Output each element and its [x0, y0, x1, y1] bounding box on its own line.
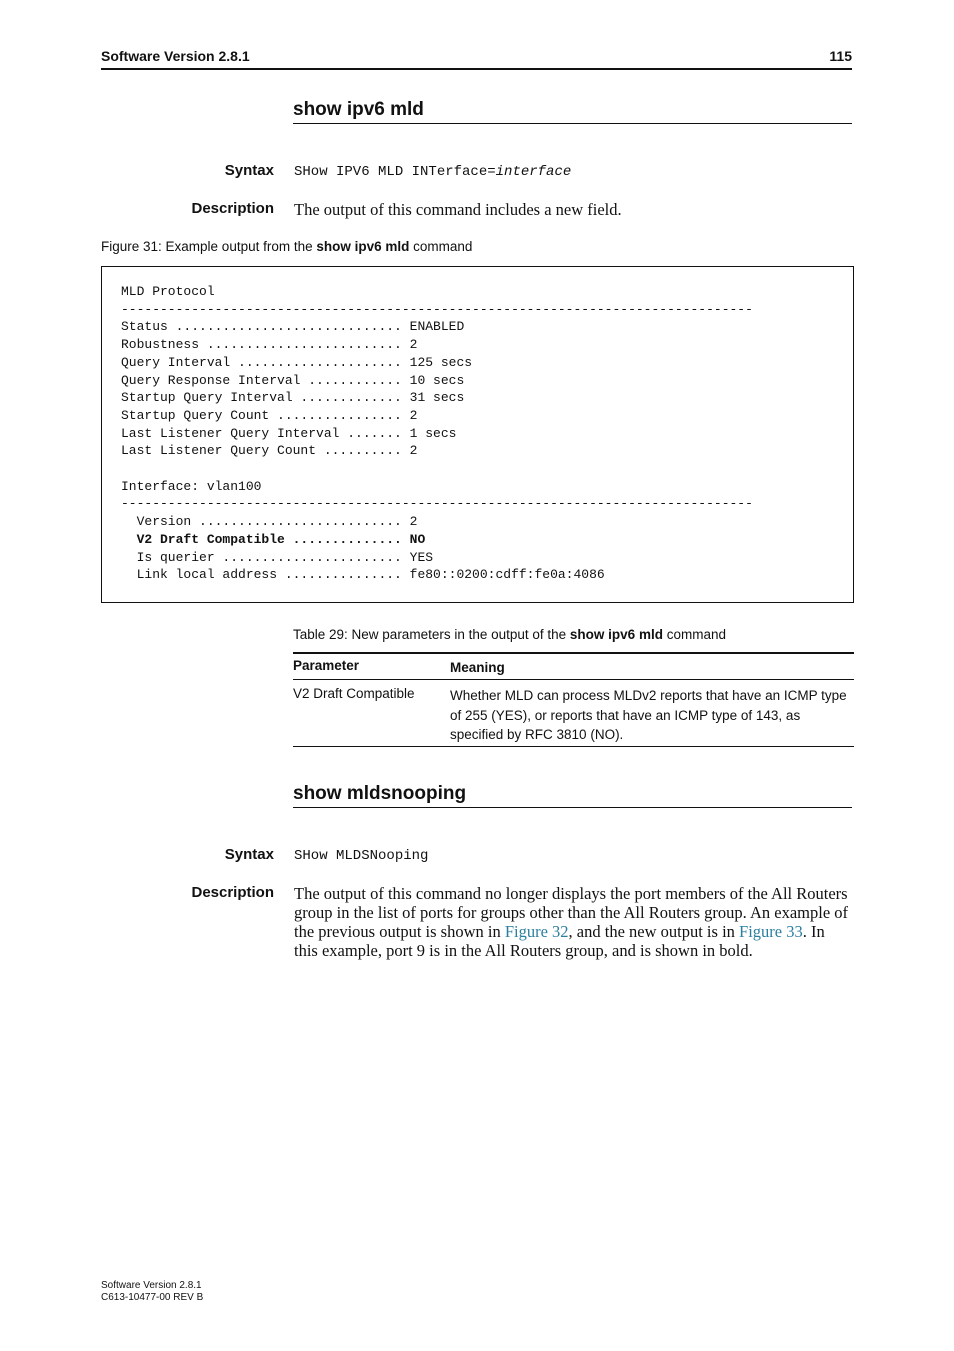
page-footer — [101, 1280, 203, 1304]
desc-part-3: . In this example, port 9 is in the All Routers group, and is shown in bold. — [294, 922, 825, 960]
table-caption-command: show ipv6 mld — [569, 627, 663, 642]
cell-parameter: V2 Draft Compatible — [293, 686, 415, 701]
cell-meaning — [450, 686, 850, 745]
header-meaning: Meaning — [450, 660, 505, 675]
cell-meaning-line: specified by RFC 3810 (NO). — [450, 727, 624, 742]
header-parameter: Parameter — [293, 658, 360, 673]
syntax-label: Syntax — [224, 162, 274, 179]
code-output-box — [101, 266, 854, 603]
syntax-command — [294, 164, 571, 180]
footer-version: Software Version 2.8.1 — [101, 1280, 202, 1291]
table-caption — [293, 627, 726, 642]
syntax-command-2: SHow MLDSNooping — [294, 848, 429, 864]
desc-part-2: , and the new output is in — [568, 922, 740, 941]
code-lines-top: MLD Protocol --------------------------------------------------------------------------------- Status ............................. ENABLED Robustness ......................... 2 Query Interval ..................... 125 secs Query Response Interval ............ 10 secs Startup Query Interval ............. 31 secs Startup Query Count ................ 2 Last Listener Query Interval ....... 1 secs Last Listener Query Count .......... 2 Interface: vlan100 --------------------------------------------------------------------------------- Version .......................... 2 — [121, 284, 753, 530]
code-lines-bottom: Is querier ....................... YES Link local address ............... fe80::0200:cdff:fe0a:4086 — [136, 549, 605, 583]
code-output — [121, 283, 753, 584]
page-header — [101, 48, 852, 70]
description-text-2 — [294, 884, 852, 960]
description-label: Description — [191, 200, 274, 217]
figure-caption-suffix: command — [409, 239, 473, 254]
table-header-row — [293, 654, 854, 680]
cell-meaning-line: of 255 (YES), or reports that have an ICMP type of 143, as — [450, 707, 801, 723]
footer-doc-id: C613-10477-00 REV B — [101, 1292, 204, 1303]
code-line-bold: V2 Draft Compatible .............. NO — [121, 531, 426, 547]
table-row — [293, 680, 854, 746]
syntax-argument: interface — [495, 164, 572, 180]
table-caption-prefix: Table 29: New parameters in the output of the — [293, 627, 570, 642]
link-figure-32[interactable]: Figure 32 — [504, 922, 569, 941]
syntax-label-2: Syntax — [224, 846, 274, 863]
figure-caption-command: show ipv6 mld — [316, 239, 410, 254]
header-version: Software Version 2.8.1 — [101, 48, 250, 64]
link-figure-33[interactable]: Figure 33 — [739, 922, 803, 941]
desc-part-1: The output of this command no longer displays the port members of the All Routers group in the list of ports for groups other than the All Routers group. An example of the previous output is shown in — [294, 884, 849, 941]
section-title-show-mldsnooping: show mldsnooping — [293, 783, 852, 808]
figure-caption-prefix: Figure 31: Example output from the — [101, 239, 317, 254]
table-caption-suffix: command — [662, 627, 726, 642]
cell-meaning-line: Whether MLD can process MLDv2 reports that have an ICMP type — [450, 688, 847, 703]
figure-caption — [101, 239, 472, 254]
description-text: The output of this command includes a new field. — [294, 200, 622, 219]
section-title-show-ipv6-mld: show ipv6 mld — [293, 99, 852, 124]
syntax-command-text: SHow IPV6 MLD INTerface= — [294, 164, 496, 180]
page-number: 115 — [829, 48, 852, 64]
description-label-2: Description — [191, 884, 274, 901]
parameters-table — [293, 652, 854, 747]
